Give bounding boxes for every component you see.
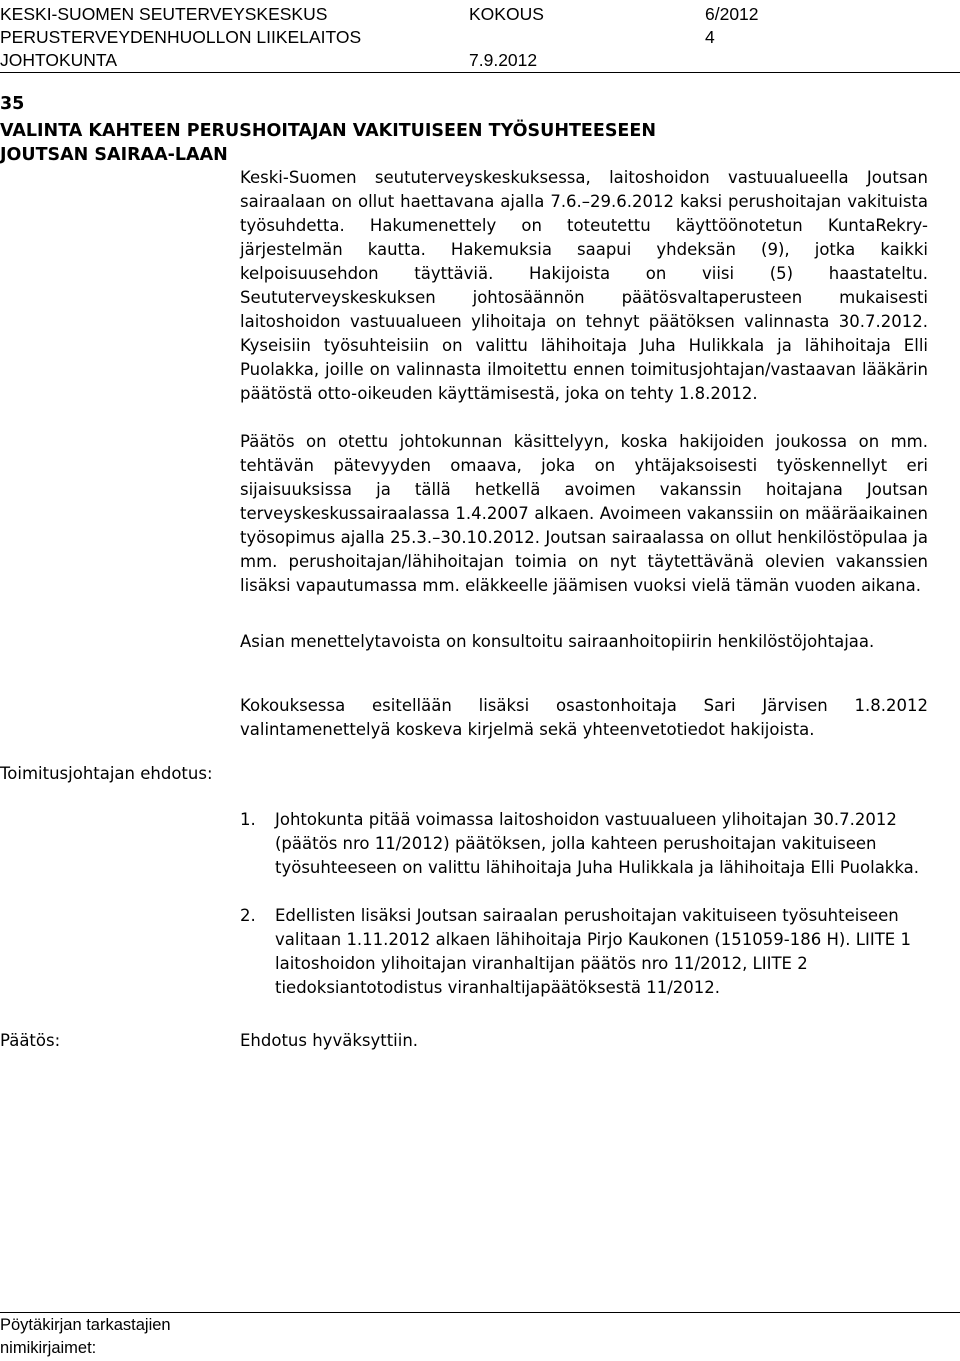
decision-label: Päätös: bbox=[0, 1031, 61, 1050]
footer-line-2: nimikirjaimet: bbox=[0, 1339, 97, 1357]
meeting-number: 6/2012 bbox=[705, 4, 759, 24]
footer-line-1: Pöytäkirjan tarkastajien bbox=[0, 1316, 171, 1334]
footer-divider bbox=[0, 1312, 960, 1313]
list-item bbox=[240, 808, 930, 880]
paragraph-2: Päätös on otettu johtokunnan käsittelyyn, koska hakijoiden joukossa on mm. tehtävän pätevyyden omaava, joka on yhtäjaksoisesti työskennellyt eri sijaisuuksissa ja tällä hetkellä avoimen vakanssin hoitajana Joutsan terveyskeskussairaalassa 1.4.2007 alkaen. Avoimeen vakanssiin on määräaikainen työsopimus ajalla 25.3.–30.10.2012. Joutsan sairaalassa on ollut henkilöstöpulaa ja mm. perushoitajan/lähihoitajan toimia on nyt täytettävänä olevien vakanssien lisäksi vapautumassa mm. eläkkeelle jäämisen vuoksi vielä tämän vuoden aikana. bbox=[240, 432, 928, 595]
paragraph-3: Asian menettelytavoista on konsultoitu sairaanhoitopiirin henkilöstöjohtajaa. bbox=[240, 632, 875, 651]
section-number: 35 bbox=[0, 94, 25, 114]
proposal-label: Toimitusjohtajan ehdotus: bbox=[0, 764, 213, 783]
meeting-date: 7.9.2012 bbox=[469, 50, 538, 70]
item-text: Johtokunta pitää voimassa laitoshoidon vastuualueen ylihoitajan 30.7.2012 (päätös nro 11/2012) päätöksen, jolla kahteen perushoitajan vakituiseen työsuhteeseen on valittu lähihoitaja Juha Hulikkala ja lähihoitaja Elli Puolakka. bbox=[275, 810, 919, 877]
decision-text: Ehdotus hyväksyttiin. bbox=[240, 1031, 419, 1050]
item-text: Edellisten lisäksi Joutsan sairaalan perushoitajan vakituiseen työsuhteiseen valitaan 1.11.2012 alkaen lähihoitaja Pirjo Kaukonen (151059-186 H). LIITE 1 laitoshoidon ylihoitajan viranhaltijan päätös nro 11/2012, LIITE 2 tiedoksiantotodistus viranhaltijapäätöksestä 11/2012. bbox=[275, 906, 911, 997]
item-number: 1. bbox=[240, 810, 256, 829]
meeting-label: KOKOUS bbox=[469, 4, 544, 24]
list-item bbox=[240, 904, 930, 1000]
org-name: KESKI-SUOMEN SEUTERVEYSKESKUS bbox=[0, 4, 328, 24]
proposal-list bbox=[240, 808, 930, 1024]
paragraph-4: Kokouksessa esitellään lisäksi osastonhoitaja Sari Järvisen 1.8.2012 valintamenettelyä koskeva kirjelmä sekä yhteenvetotiedot hakijoista. bbox=[240, 696, 928, 739]
item-number: 2. bbox=[240, 906, 256, 925]
header-divider bbox=[0, 72, 960, 73]
unit-name: PERUSTERVEYDENHUOLLON LIIKELAITOS bbox=[0, 27, 362, 47]
board-name: JOHTOKUNTA bbox=[0, 50, 117, 70]
paragraph-1: Keski-Suomen seututerveyskeskuksessa, laitoshoidon vastuualueella Joutsan sairaalaan on ollut haettavana ajalla 7.6.–29.6.2012 kaksi perushoitajan vakituista työsuhdetta. Hakumenettely on toteutettu käyttöönotetun KuntaRekry-järjestelmän kautta. Hakemuksia saapui yhdeksän (9), jotka kaikki kelpoisuusehdon täyttäviä. Hakijoista on viisi (5) haastateltu. Seututerveyskeskuksen johtosäännön päätösvaltaperusteen mukaisesti laitoshoidon vastuualueen ylihoitaja on tehnyt päätöksen valinnasta 30.7.2012. Kyseisiin työsuhteisiin on valittu lähihoitaja Juha Hulikkala ja lähihoitaja Elli Puolakka, joille on valinnasta ilmoitettu ennen toimitusjohtajan/vastaavan lääkärin päätöstä otto-oikeuden käyttämisestä, joka on tehty 1.8.2012. bbox=[240, 168, 928, 403]
page-number: 4 bbox=[705, 27, 715, 47]
section-title: VALINTA KAHTEEN PERUSHOITAJAN VAKITUISEEN TYÖSUHTEESEEN JOUTSAN SAIRAA-LAAN bbox=[0, 121, 656, 165]
